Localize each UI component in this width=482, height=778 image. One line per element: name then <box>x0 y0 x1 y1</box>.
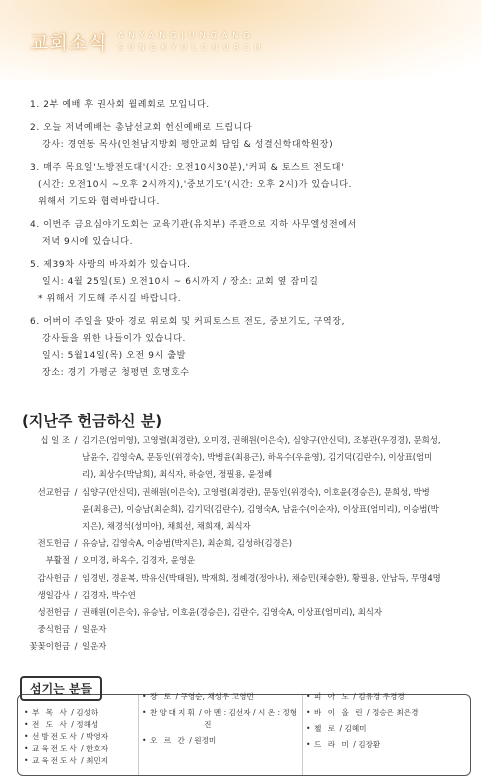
notice-text: 제39차 사랑의 바자회가 있습니다. <box>43 260 191 270</box>
notice-item: 5. 제39차 사랑의 바자회가 있습니다. 일시: 4월 25일(토) 오전10시 ~ 6시까지 / 장소: 교회 옆 잠미길 * 위해서 기도해 주시길 바랍니다. <box>30 257 460 308</box>
servers-column-1 <box>24 707 146 767</box>
notice-item: 3. 매주 목요일'노방전도대'(시간: 오전10시30분),'커피 & 토스트 전도대' (시간: 오전10시 ~오후 2시까지),'중보기도'(시간: 오후 2시)가 있습니다. 위해서 기도와 협력바랍니다. <box>30 160 460 211</box>
giving-category: 생일감사 <box>37 589 70 600</box>
giving-row: 생일감사 / 김경자, 박수연 <box>16 587 466 604</box>
notice-item: 2. 오늘 저녁예배는 총남선교회 헌신예배로 드립니다 강사: 경연동 목사(인천남지방회 평안교회 담임 & 성결신학대학원장) <box>30 120 460 154</box>
church-name-line1: ANYANGJUNGANG <box>118 31 255 40</box>
giving-category: 부활절 <box>45 555 70 566</box>
notice-text: 일시: 5월14일(목) 오전 9시 출발 <box>42 351 186 361</box>
giving-row: 선교헌금 / 심양구(안신덕), 권해원(이은숙), 고영렬(최경란), 문동인(위경숙), 이호윤(경승은), 문희성, 박병 윤(최용근), 이승남(최순희), 김기덕(김란수), 김영숙A, 남윤수(이순자), 이상표(엄미리), 이승범(박 지은), 채경석(성미아), 채희선, 채희재, 최식자 <box>16 484 466 536</box>
notice-text: 오늘 저녁예배는 총남선교회 헌신예배로 드립니다 <box>43 123 253 133</box>
giving-row: 십 일 조 / 김기은(엄미영), 고영렬(최경란), 오미경, 권해원(이은숙), 심양구(안신덕), 조봉관(우경경), 문희성, 남윤수, 김영숙A, 문동인(위경숙), 박병윤(최용근), 하옥수(우윤영), 김기덕(김란수), 이상표(엄미 리), 최상수(박남희), 최식자, 하승연, 정필용, 윤정혜 <box>16 432 466 484</box>
notice-text: 2부 예배 후 권사회 월례회로 모입니다. <box>43 100 210 110</box>
page-title: 교회소식 <box>30 32 108 54</box>
notice-text: 강사: 경연동 목사(인천남지방회 평안교회 담임 & 성결신학대학원장) <box>42 140 334 150</box>
notice-text: * 위해서 기도해 주시길 바랍니다. <box>38 294 182 304</box>
giving-row: 부활절 / 오미경, 하옥수, 김경자, 윤영운 <box>16 552 466 569</box>
giving-category: 전도헌금 <box>37 538 70 549</box>
notice-item: 4. 이번주 금요심야기도회는 교육기관(유치부) 주관으로 지하 사무엘성전에서 저녁 9시에 있습니다. <box>30 217 460 251</box>
giving-category: 선교헌금 <box>37 486 70 497</box>
notice-item: 6. 어버이 주일을 맞아 경로 위로회 및 커피토스트 전도, 중보기도, 구역장, 강사들을 위한 나들이가 있습니다. 일시: 5월14일(목) 오전 9시 출발 장소: 경기 가평군 청평면 호명호수 <box>30 314 460 382</box>
giving-category: 감사헌금 <box>37 572 70 583</box>
notice-text: 어버이 주일을 맞아 경로 위로회 및 커피토스트 전도, 중보기도, 구역장, <box>43 317 346 327</box>
giving-row: 전도헌금 / 유승남, 김영숙A, 이승범(박지은), 최순희, 김성하(김경은) <box>16 535 466 552</box>
server-row: • 부 목 사 / 김성하 <box>24 708 99 717</box>
servers-box <box>17 694 471 776</box>
giving-category: 꽃꽂이헌금 <box>29 641 70 652</box>
notice-text: 강사들을 위한 나들이가 있습니다. <box>42 334 186 344</box>
server-row: • 전 도 사 / 정해성 <box>24 720 99 729</box>
notice-list <box>30 97 460 388</box>
server-row: • 바 이 올 린 / 정승은 최은경 <box>306 708 419 717</box>
server-row: • 드 라 미 / 김장환 <box>306 740 381 749</box>
server-row: • 오 르 간 / 원정미 <box>142 736 217 745</box>
server-row: • 교육전도사 / 최민지 <box>24 756 109 765</box>
notice-item: 1. 2부 예배 후 권사회 월례회로 모입니다. <box>30 100 210 110</box>
notice-text: (시간: 오전10시 ~오후 2시까지),'중보기도'(시간: 오후 2시)가 있습니다. <box>38 180 353 190</box>
notice-text: 일시: 4월 25일(토) 오전10시 ~ 6시까지 / 장소: 교회 옆 잠미길 <box>42 277 319 287</box>
notice-text: 매주 목요일'노방전도대'(시간: 오전10시30분),'커피 & 토스트 전도대' <box>43 163 345 173</box>
notice-text: 위해서 기도와 협력바랍니다. <box>38 197 160 207</box>
giving-category: 중식헌금 <box>37 624 70 635</box>
giving-section-title: (지난주 헌금하신 분) <box>22 412 163 430</box>
servers-column-2 <box>142 691 302 751</box>
header-banner <box>0 0 482 80</box>
giving-category: 십 일 조 <box>40 435 70 445</box>
giving-row: 꽃꽂이헌금 / 일운자 <box>16 638 466 655</box>
notice-text: 장소: 경기 가평군 청평면 호명호수 <box>42 368 190 378</box>
church-name-line2: SUNGKYULCHURCH <box>118 43 266 52</box>
giving-category: 성전헌금 <box>37 607 70 618</box>
notice-text: 이번주 금요심야기도회는 교육기관(유치부) 주관으로 지하 사무엘성전에서 <box>43 220 357 230</box>
servers-column-3 <box>306 691 468 755</box>
server-row: • 장 로 / 구영순, 채성우 고영민 <box>142 692 254 701</box>
server-row: • 첼 로 / 김혜미 <box>306 724 367 733</box>
server-row: • 교육전도사 / 한호자 <box>24 744 109 753</box>
server-row: • 선방전도사 / 박영자 <box>24 732 109 741</box>
giving-row: 성전헌금 / 권해원(이은숙), 유승남, 이호윤(경승은), 김란수, 김영숙A, 이상표(엄미리), 최식자 <box>16 604 466 621</box>
server-row: • 찬양대지휘 / 아 멘 : 김선자 / 시 온 : 정형진 <box>142 708 298 729</box>
server-row: • 피 아 노 / 김유경 우경경 <box>306 692 405 701</box>
notice-text: 저녁 9시에 있습니다. <box>42 237 134 247</box>
giving-list <box>16 432 466 656</box>
servers-section-title: 섬기는 분들 <box>20 676 102 701</box>
giving-row: 감사헌금 / 임경빈, 경윤복, 박유신(박태원), 박재희, 정혜경(정아나), 채승민(채승환), 황필용, 안남득, 무명4명 <box>16 570 466 587</box>
giving-row: 중식헌금 / 일운자 <box>16 621 466 638</box>
